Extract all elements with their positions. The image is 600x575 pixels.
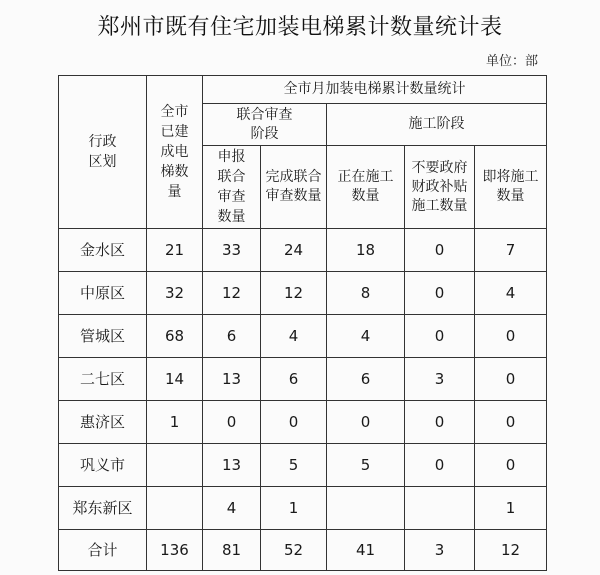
cell-district: 郑东新区 [59,487,147,530]
cell-built: 14 [147,358,203,401]
cell-complete-review: 5 [261,444,327,487]
cell-upcoming: 7 [475,229,547,272]
cell-no-subsidy: 0 [405,444,475,487]
cell-upcoming: 12 [475,530,547,571]
cell-built: 32 [147,272,203,315]
cell-district: 中原区 [59,272,147,315]
cell-under-construction [327,487,405,530]
cell-apply-review: 13 [203,444,261,487]
cell-built: 68 [147,315,203,358]
cell-built: 136 [147,530,203,571]
cell-district: 金水区 [59,229,147,272]
table-row [59,272,547,315]
statistics-table [58,75,547,571]
cell-district: 惠济区 [59,401,147,444]
header-district: 行政区划 [59,76,147,229]
cell-no-subsidy: 3 [405,530,475,571]
header-joint-review-group: 联合审查阶段 [203,104,327,146]
unit-label: 单位：部 [485,54,538,69]
header-complete-review: 完成联合审查数量 [261,146,327,229]
cell-district: 二七区 [59,358,147,401]
table-row [59,487,547,530]
cell-complete-review: 6 [261,358,327,401]
cell-under-construction: 8 [327,272,405,315]
cell-complete-review: 52 [261,530,327,571]
cell-no-subsidy: 3 [405,358,475,401]
cell-upcoming: 4 [475,272,547,315]
table-row [59,401,547,444]
cell-no-subsidy: 0 [405,401,475,444]
cell-complete-review: 1 [261,487,327,530]
header-no-subsidy: 不要政府财政补贴施工数量 [405,146,475,229]
cell-district: 管城区 [59,315,147,358]
header-built: 全市已建成电梯数量 [147,76,203,229]
cell-upcoming: 0 [475,444,547,487]
cell-upcoming: 0 [475,401,547,444]
cell-no-subsidy: 0 [405,272,475,315]
document-title: 郑州市既有住宅加装电梯累计数量统计表 [97,15,503,40]
cell-under-construction: 18 [327,229,405,272]
cell-district: 合计 [59,530,147,571]
cell-under-construction: 0 [327,401,405,444]
cell-complete-review: 4 [261,315,327,358]
cell-under-construction: 41 [327,530,405,571]
cell-upcoming: 1 [475,487,547,530]
header-apply-review: 申报联合审查数量 [203,146,261,229]
cell-no-subsidy: 0 [405,229,475,272]
table-row [59,444,547,487]
cell-district: 巩义市 [59,444,147,487]
total-row [59,530,547,571]
cell-under-construction: 6 [327,358,405,401]
cell-apply-review: 13 [203,358,261,401]
cell-apply-review: 6 [203,315,261,358]
cell-apply-review: 4 [203,487,261,530]
cell-built: 21 [147,229,203,272]
cell-upcoming: 0 [475,358,547,401]
header-upcoming: 即将施工数量 [475,146,547,229]
cell-no-subsidy [405,487,475,530]
cell-complete-review: 12 [261,272,327,315]
table-row [59,315,547,358]
cell-built [147,487,203,530]
table-row [59,358,547,401]
cell-built [147,444,203,487]
table-row [59,229,547,272]
cell-under-construction: 4 [327,315,405,358]
cell-complete-review: 0 [261,401,327,444]
cell-under-construction: 5 [327,444,405,487]
cell-apply-review: 81 [203,530,261,571]
header-monthly-group: 全市月加装电梯累计数量统计 [203,76,547,104]
cell-apply-review: 0 [203,401,261,444]
cell-no-subsidy: 0 [405,315,475,358]
cell-complete-review: 24 [261,229,327,272]
header-construction-group: 施工阶段 [327,104,547,146]
cell-apply-review: 33 [203,229,261,272]
cell-built: 1 [147,401,203,444]
header-under-construction: 正在施工数量 [327,146,405,229]
cell-upcoming: 0 [475,315,547,358]
cell-apply-review: 12 [203,272,261,315]
